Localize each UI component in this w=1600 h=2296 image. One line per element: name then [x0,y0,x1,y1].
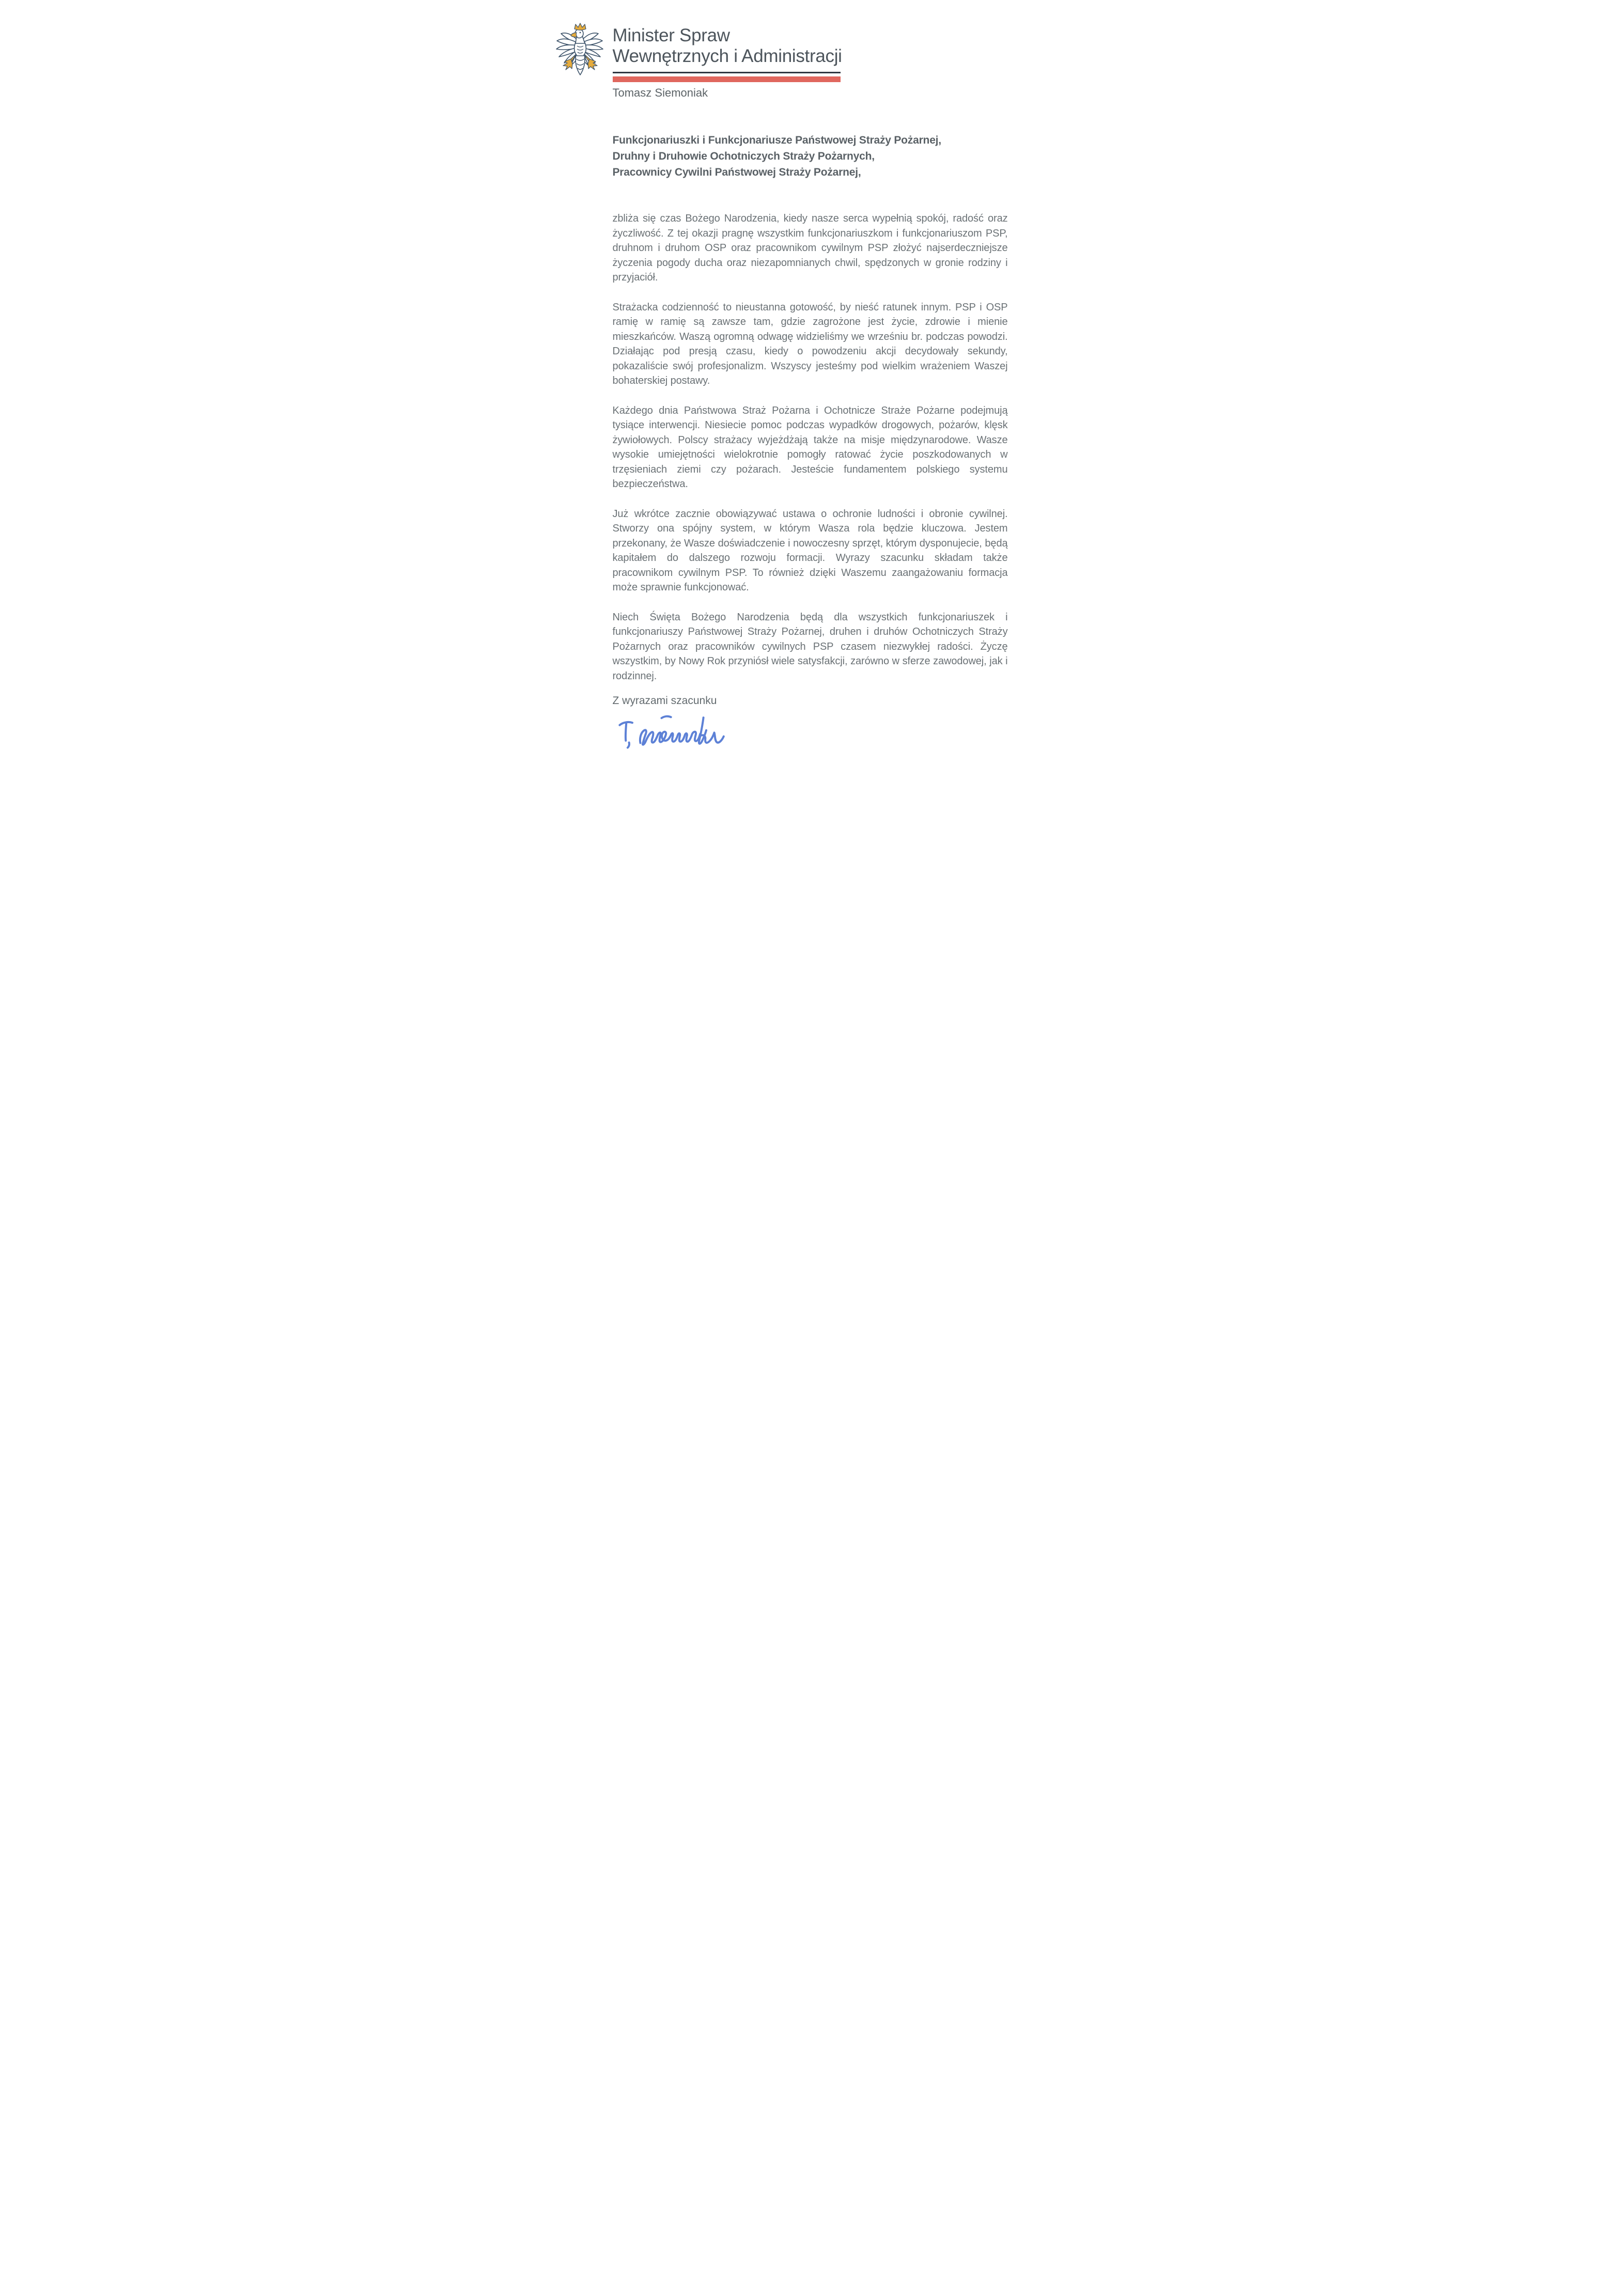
polish-eagle-emblem [554,23,606,80]
paragraph: Strażacka codzienność to nieustanna gotowość, by nieść ratunek innym. PSP i OSP ramię w ramię są zawsze tam, gdzie zagrożone jest życie, zdrowie i mienie mieszkańców. Waszą ogromną odwagę widzieliśmy we wrześniu br. podczas powodzi. Działając pod presją czasu, kiedy o powodzeniu akcji decydowały sekundy, pokazaliście swój profesjonalizm. Wszyscy jesteśmy pod wielkim wrażeniem Waszej bohaterskiej postawy. [612,301,1008,386]
letter-page [534,0,1067,766]
paragraph: Już wkrótce zacznie obowiązywać ustawa o ochronie ludności i obronie cywilnej. Stworzy ona spójny system, w którym Wasza rola będzie kluczowa. Jestem przekonany, że Wasze doświadczenie i nowoczesny sprzęt, którym dysponujecie, będą kapitałem do dalszego rozwoju formacji. Wyrazy szacunku składam także pracownikom cywilnym PSP. To również dzięki Waszemu zaangażowaniu formacja może sprawnie funkcjonować. [612,508,1008,593]
ministry-name-line2: Wewnętrznych i Administracji [612,46,842,66]
polish-eagle-icon [554,23,606,80]
ministry-name-line1: Minister Spraw [612,25,730,45]
salutation-line: Druhny i Druhowie Ochotniczych Straży Pożarnych, [612,150,875,162]
salutation [613,132,1008,180]
letterhead-rules [613,72,841,82]
minister-name: Tomasz Siemoniak [612,86,708,99]
closing-phrase: Z wyrazami szacunku [612,695,717,707]
salutation-line: Funkcjonariuszki i Funkcjonariusze Państwowej Straży Pożarnej, [612,134,941,146]
letterhead-rule-red [613,76,841,82]
paragraph: zbliża się czas Bożego Narodzenia, kiedy nasze serca wypełnią spokój, radość oraz życzliwość. Z tej okazji pragnę wszystkim funkcjonariuszkom i funkcjonariuszom PSP, druhnom i druhom OSP oraz pracownikom cywilnym PSP złożyć najserdeczniejsze życzenia pogody ducha oraz niezapomnianych chwil, spędzonych w gronie rodziny i przyjaciół. [612,213,1008,283]
letter-body [613,132,1008,756]
letter-paragraphs [613,211,1008,683]
salutation-line: Pracownicy Cywilni Państwowej Straży Pożarnej, [612,166,861,178]
paragraph: Niech Święta Bożego Narodzenia będą dla wszystkich funkcjonariuszek i funkcjonariuszy Państwowej Straży Pożarnej, druhen i druhów Ochotniczych Straży Pożarnych oraz pracowników cywilnych PSP czasem niezwykłej radości. Życzę wszystkim, by Nowy Rok przyniósł wiele satysfakcji, zarówno w sferze zawodowej, jak i rodzinnej. [612,611,1008,682]
letterhead-rule-dark [613,72,841,73]
paragraph: Każdego dnia Państwowa Straż Pożarna i Ochotnicze Straże Pożarne podejmują tysiące interwencji. Niesiecie pomoc podczas wypadków drogowych, pożarów, klęsk żywiołowych. Polscy strażacy wyjeżdżają także na misje międzynarodowe. Wasze wysokie umiejętności wielokrotnie pomogły ratować życie poszkodowanych w trzęsieniach ziemi czy pożarach. Jesteście fundamentem polskiego systemu bezpieczeństwa. [612,404,1008,490]
handwritten-signature [613,713,737,756]
signature-icon [613,713,737,756]
ministry-name [613,25,842,67]
